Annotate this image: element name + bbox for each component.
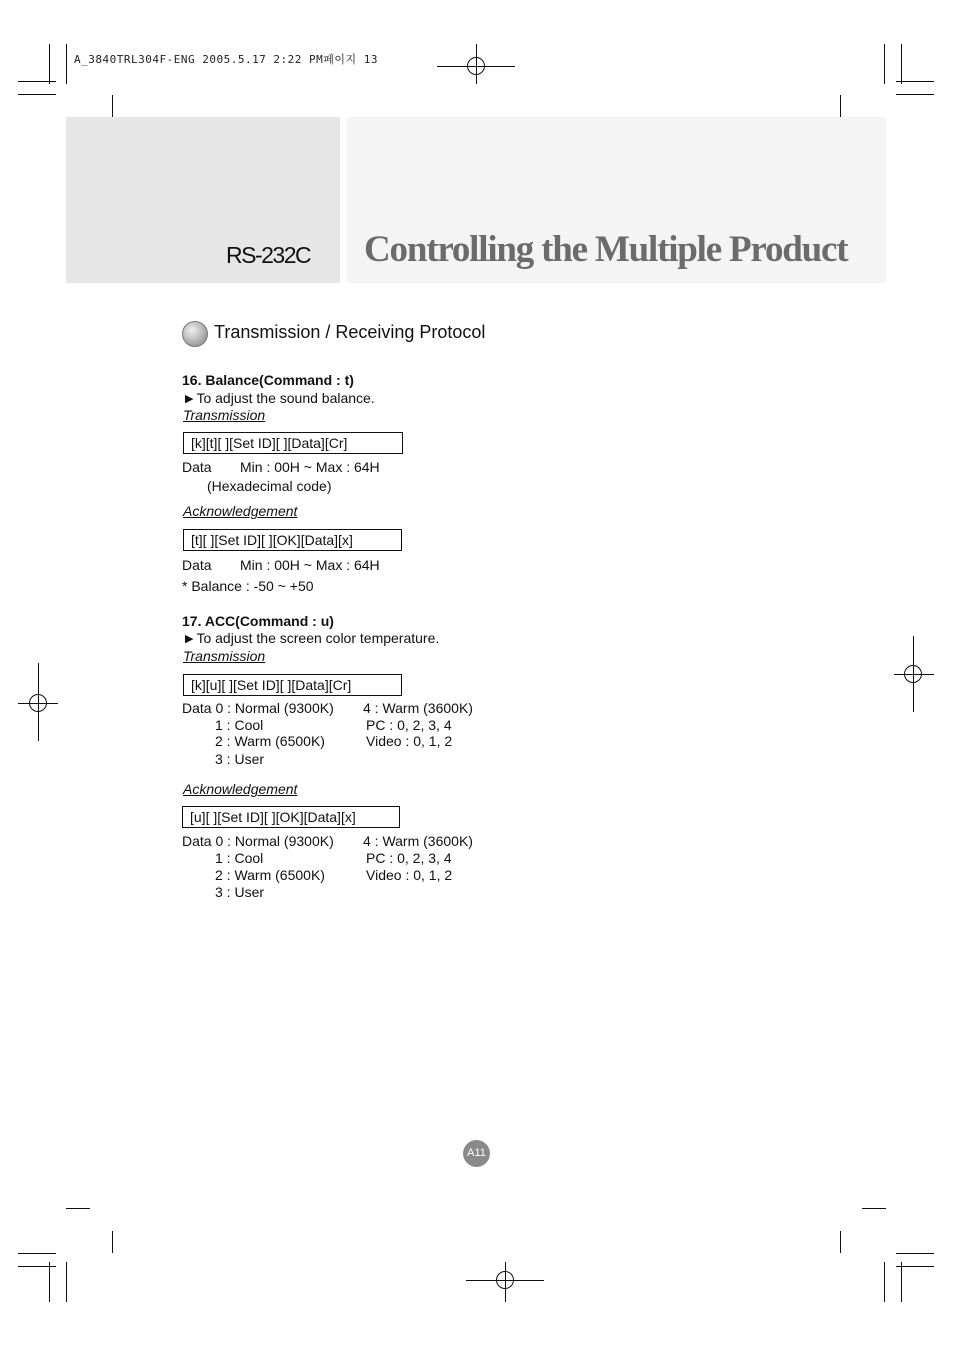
command-17-heading: 17. ACC(Command : u)	[182, 613, 334, 629]
acknowledgement-label: Acknowledgement	[183, 781, 298, 797]
section-label: RS-232C	[226, 242, 311, 268]
page-title: Controlling the Multiple Product	[364, 229, 848, 270]
acknowledgement-label: Acknowledgement	[183, 503, 298, 519]
option-video: Video : 0, 1, 2	[366, 733, 453, 749]
option-user: 3 : User	[215, 751, 265, 767]
option-cool: 1 : Cool	[215, 717, 264, 733]
ack-option-normal: Data 0 : Normal (9300K)	[182, 833, 334, 849]
transmission-code-box: [k][u][ ][Set ID][ ][Data][Cr]	[183, 674, 402, 696]
ack-option-user: 3 : User	[215, 884, 265, 900]
ack-option-video: Video : 0, 1, 2	[366, 867, 453, 883]
triangle-right-icon: ▶	[185, 633, 194, 645]
acknowledgement-code-box: [u][ ][Set ID][ ][OK][Data][x]	[182, 806, 400, 828]
data-label: Data	[182, 459, 212, 475]
transmission-label: Transmission	[183, 648, 266, 664]
transmission-label: Transmission	[183, 407, 266, 423]
ack-option-pc: PC : 0, 2, 3, 4	[366, 850, 452, 866]
page-number-badge: A11	[463, 1140, 490, 1167]
option-warm-3600: 4 : Warm (3600K)	[363, 700, 473, 716]
ack-data-label: Data	[182, 557, 212, 573]
balance-footnote: * Balance : -50 ~ +50	[182, 578, 314, 594]
ack-option-warm-6500: 2 : Warm (6500K)	[215, 867, 325, 883]
command-17-description: ▶ To adjust the screen color temperature.	[185, 630, 440, 646]
transmission-code-box: [k][t][ ][Set ID][ ][Data][Cr]	[183, 432, 403, 454]
section-heading: Transmission / Receiving Protocol	[214, 322, 486, 342]
triangle-right-icon: ▶	[185, 393, 194, 405]
acknowledgement-code-box: [t][ ][Set ID][ ][OK][Data][x]	[183, 529, 402, 551]
command-16-heading: 16. Balance(Command : t)	[182, 372, 354, 388]
ack-data-range: Min : 00H ~ Max : 64H	[240, 557, 380, 573]
ack-option-cool: 1 : Cool	[215, 850, 264, 866]
command-16-description: ▶ To adjust the sound balance.	[185, 390, 375, 406]
sphere-bullet-icon	[182, 321, 208, 347]
option-pc: PC : 0, 2, 3, 4	[366, 717, 452, 733]
data-note: (Hexadecimal code)	[207, 478, 332, 494]
option-normal: Data 0 : Normal (9300K)	[182, 700, 334, 716]
ack-option-warm-3600: 4 : Warm (3600K)	[363, 833, 473, 849]
print-slug: A_3840TRL304F-ENG 2005.5.17 2:22 PM페이지 13	[74, 53, 379, 66]
data-range: Min : 00H ~ Max : 64H	[240, 459, 380, 475]
option-warm-6500: 2 : Warm (6500K)	[215, 733, 325, 749]
